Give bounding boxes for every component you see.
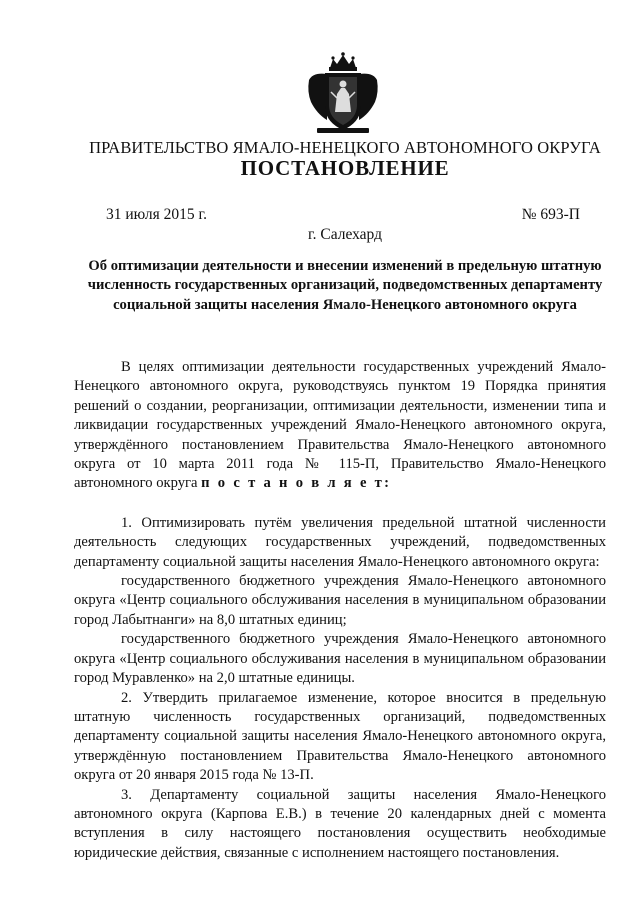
document-body (74, 358, 606, 863)
item-1a-paragraph: государственного бюджетного учреждения Ямало-Ненецкого автономного округа «Центр социального обслуживания населения в муниципальном образовании город Лабытнанги» на 8,0 штатных единиц; (74, 573, 606, 628)
document-number: № 693-П (521, 206, 580, 223)
government-title: ПРАВИТЕЛЬСТВО ЯМАЛО-НЕНЕЦКОГО АВТОНОМНОГО ОКРУГА (89, 138, 601, 157)
document-subject: Об оптимизации деятельности и внесении изменений в предельную штатную численность государственных организаций, подведомственных департаменту социальной защиты населения Ямало-Ненецкого автономного округа (87, 258, 603, 313)
document-type: ПОСТАНОВЛЕНИЕ (240, 156, 450, 180)
item-3-paragraph: 3. Департаменту социальной защиты населения Ямало-Ненецкого автономного округа (Карпова Е.В.) в течение 20 календарных дней с момента вступления в силу настоящего постановления осуществить необходимые юридические действия, связанные с исполнением настоящего постановления. (74, 786, 606, 861)
preamble-paragraph (74, 358, 606, 494)
preamble-text: В целях оптимизации деятельности государственных учреждений Ямало-Ненецкого автономного округа, руководствуясь пунктом 19 Порядка принятия решений о создании, реорганизации, оптимизации деятельности, изменении типа и ликвидации государственных учреждений Ямало-Ненецкого автономного округа, утверждённого постановлением Правительства Ямало-Ненецкого автономного округа от 10 марта 2011 года № 115-П, Правительство Ямало-Ненецкого автономного округа (74, 359, 606, 492)
resolves-text: п о с т а н о в л я е т: (201, 475, 392, 492)
item-1b-paragraph: государственного бюджетного учреждения Ямало-Ненецкого автономного округа «Центр социального обслуживания населения в муниципальном образовании город Муравленко» на 2,0 штатные единицы. (74, 631, 606, 687)
document-date: 31 июля 2015 г. (106, 206, 207, 223)
document-city: г. Салехард (308, 226, 382, 243)
item-2-paragraph: 2. Утвердить прилагаемое изменение, которое вносится в предельную штатную численность государственных организаций, подведомственных департаменту социальной защиты населения Ямало-Ненецкого автономного округа, утверждённую постановлением Правительства Ямало-Ненецкого автономного округа от 20 января 2015 года № 13-П. (74, 689, 606, 784)
item-1-paragraph: 1. Оптимизировать путём увеличения предельной штатной численности деятельность следующих государственных учреждений, подведомственных департаменту социальной защиты населения Ямало-Ненецкого автономного округа: (74, 514, 606, 570)
coat-of-arms-icon (303, 50, 383, 136)
